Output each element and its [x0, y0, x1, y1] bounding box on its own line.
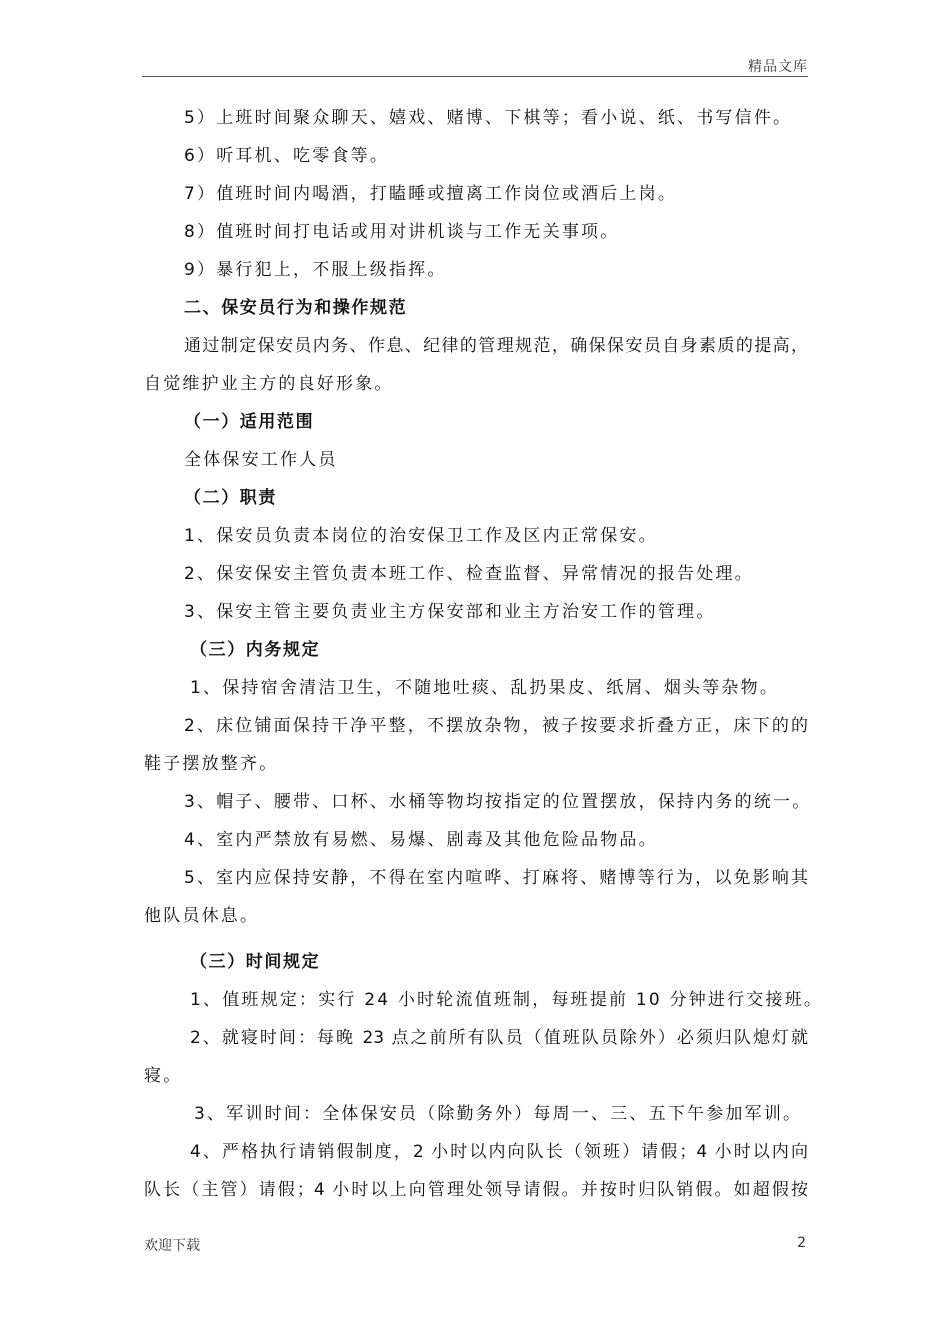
- subheading-scope: （一）适用范围: [184, 412, 315, 432]
- spacer: [144, 935, 808, 943]
- header-brand: 精品文库: [748, 59, 808, 75]
- list-item-8: 8）值班时间打电话或用对讲机谈与工作无关事项。: [184, 222, 620, 242]
- intro-paragraph-line-2: 自觉维护业主方的良好形象。: [144, 374, 394, 394]
- duty-item-1: 1、保安员负责本岗位的治安保卫工作及区内正常保安。: [184, 526, 658, 546]
- scope-text: 全体保安工作人员: [184, 450, 338, 470]
- subheading-housekeeping: （三）内务规定: [190, 640, 321, 660]
- section-heading-2: 二、保安员行为和操作规范: [184, 298, 408, 318]
- schedule-item-2-line-2: 寝。: [144, 1066, 183, 1086]
- housekeeping-item-1: 1、保持宿舍清洁卫生，不随地吐痰、乱扔果皮、纸屑、烟头等杂物。: [190, 678, 780, 698]
- list-item-5: 5）上班时间聚众聊天、嬉戏、赌博、下棋等；看小说、纸、书写信件。: [184, 108, 793, 128]
- intro-paragraph-line-1: 通过制定保安员内务、作息、纪律的管理规范，确保保安员自身素质的提高，: [184, 336, 808, 356]
- housekeeping-item-4: 4、室内严禁放有易燃、易爆、剧毒及其他危险品物品。: [184, 830, 658, 850]
- subheading-duties: （二）职责: [184, 488, 277, 508]
- housekeeping-item-2-line-2: 鞋子摆放整齐。: [144, 754, 279, 774]
- schedule-item-4-line-2: 队长（主管）请假；4 小时以上向管理处领导请假。并按时归队销假。如超假按: [144, 1180, 808, 1200]
- footer-download-text: 欢迎下载: [144, 1238, 200, 1254]
- duty-item-2: 2、保安保安主管负责本班工作、检查监督、异常情况的报告处理。: [184, 564, 754, 584]
- list-item-9: 9）暴行犯上，不服上级指挥。: [184, 260, 447, 280]
- schedule-item-3: 3、军训时间：全体保安员（除勤务外）每周一、三、五下午参加军训。: [194, 1104, 803, 1124]
- document-body: [144, 99, 824, 1209]
- header-rule: [142, 76, 808, 77]
- housekeeping-item-3: 3、帽子、腰带、口杯、水桶等物均按指定的位置摆放，保持内务的统一。: [184, 792, 812, 812]
- housekeeping-item-5-line-1: 5、室内应保持安静，不得在室内喧哗、打麻将、赌博等行为，以免影响其: [184, 868, 808, 888]
- schedule-item-1: 1、值班规定：实行 24 小时轮流值班制，每班提前 10 分钟进行交接班。: [190, 990, 824, 1010]
- page-number: 2: [797, 1235, 806, 1251]
- schedule-item-4-line-1: 4、严格执行请销假制度，2 小时以内向队长（领班）请假；4 小时以内向: [190, 1142, 808, 1162]
- list-item-7: 7）值班时间内喝酒，打瞌睡或擅离工作岗位或酒后上岗。: [184, 184, 678, 204]
- list-item-6: 6）听耳机、吃零食等。: [184, 146, 390, 166]
- duty-item-3: 3、保安主管主要负责业主方保安部和业主方治安工作的管理。: [184, 602, 716, 622]
- subheading-schedule: （三）时间规定: [190, 952, 321, 972]
- housekeeping-item-5-line-2: 他队员休息。: [144, 906, 260, 926]
- housekeeping-item-2-line-1: 2、床位铺面保持干净平整，不摆放杂物，被子按要求折叠方正，床下的的: [184, 716, 808, 736]
- schedule-item-2-line-1: 2、就寝时间：每晚 23 点之前所有队员（值班队员除外）必须归队熄灯就: [190, 1028, 808, 1048]
